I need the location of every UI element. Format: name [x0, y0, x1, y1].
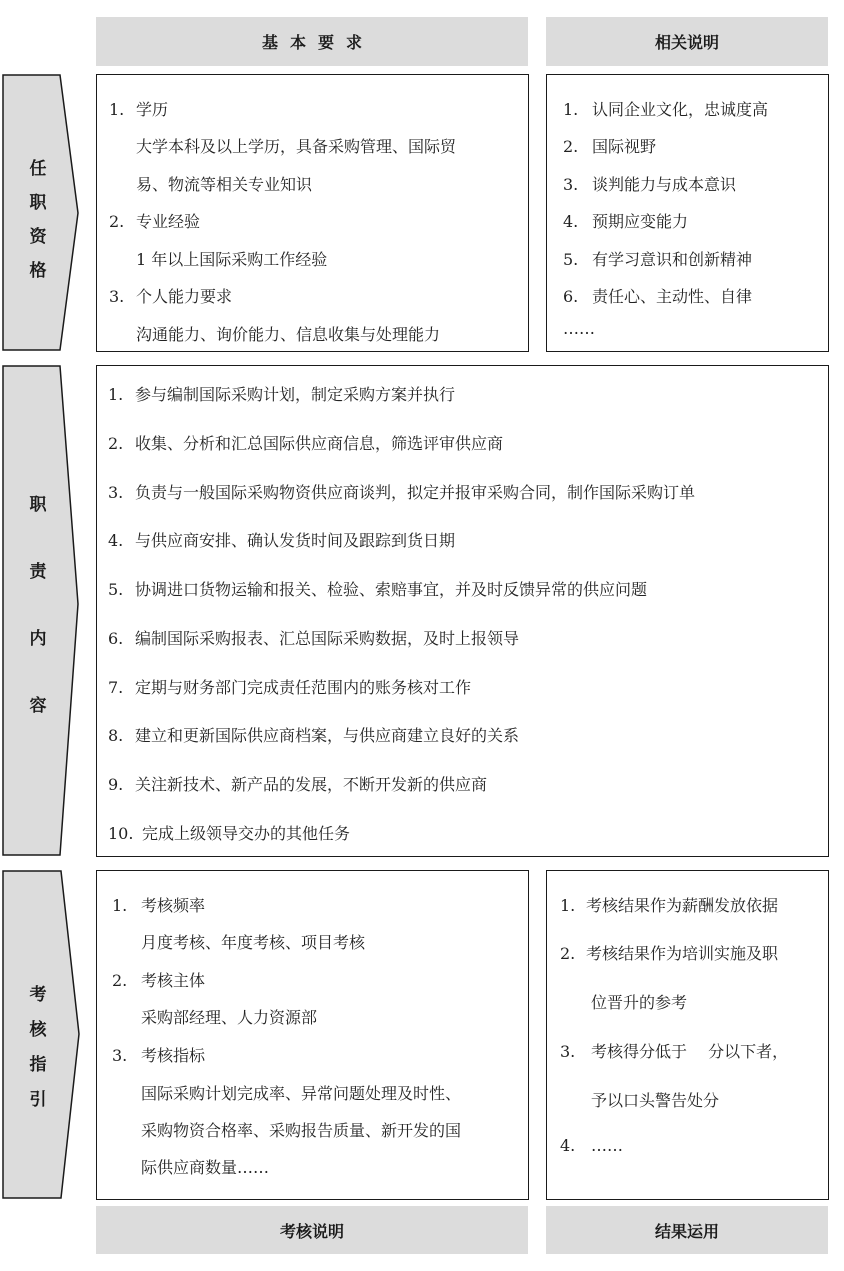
duty-item [108, 431, 503, 454]
label-char: 职 [29, 193, 47, 213]
item-detail: 沟通能力、询价能力、信息收集与处理能力 [136, 325, 441, 344]
item-text: …… [563, 319, 595, 338]
label-char: 资 [29, 227, 47, 247]
item-number: 4. [560, 1136, 576, 1155]
note-item [563, 319, 595, 338]
duty-item [108, 480, 695, 503]
item-title: 学历 [136, 100, 169, 119]
item-number: 1. [108, 385, 124, 404]
assessment-item [112, 893, 205, 916]
label-char: 任 [29, 159, 47, 179]
item-text: 予以口头警告处分 [591, 1091, 720, 1110]
item-number: 2. [109, 212, 125, 231]
item-number: 3. [109, 287, 125, 306]
item-number: 7. [108, 678, 124, 697]
item-detail: 易、物流等相关专业知识 [136, 175, 313, 194]
item-number: 8. [108, 726, 124, 745]
item-number: 9. [108, 775, 124, 794]
item-number: 4. [563, 212, 579, 231]
label-char: 引 [29, 1090, 47, 1110]
section-label-assessment [0, 980, 76, 1110]
item-title: 考核主体 [141, 971, 206, 990]
item-text: 与供应商安排、确认发货时间及跟踪到货日期 [135, 531, 456, 550]
duty-item [108, 675, 471, 698]
item-number: 10. [108, 824, 134, 843]
duty-item [108, 626, 519, 649]
item-text: 协调进口货物运输和报关、检验、索赔事宜，并及时反馈异常的供应问题 [135, 580, 648, 599]
item-text: 参与编制国际采购计划，制定采购方案并执行 [135, 385, 456, 404]
header-related-notes: 相关说明 [546, 17, 828, 66]
item-number: 2. [108, 434, 124, 453]
note-item [563, 97, 768, 120]
note-item [563, 134, 656, 157]
item-text: 负责与一般国际采购物资供应商谈判，拟定并报审采购合同，制作国际采购订单 [135, 483, 696, 502]
item-number: 4. [108, 531, 124, 550]
item-text: 关注新技术、新产品的发展，不断开发新的供应商 [135, 775, 488, 794]
result-item [560, 941, 778, 964]
related-notes-box [546, 74, 829, 352]
item-text: 谈判能力与成本意识 [592, 175, 737, 194]
note-item [563, 247, 752, 270]
label-char: 格 [29, 261, 47, 281]
item-number: 3. [560, 1042, 576, 1061]
requirement-item [109, 209, 200, 232]
item-text: 收集、分析和汇总国际供应商信息，筛选评审供应商 [135, 434, 504, 453]
item-detail: 国际采购计划完成率、异常问题处理及时性、 [141, 1084, 462, 1103]
label-char: 内 [29, 629, 47, 649]
note-item [563, 172, 736, 195]
section-arrow-qualifications [0, 74, 82, 352]
item-text: 考核结果作为培训实施及职 [586, 944, 779, 963]
label-char: 职 [29, 495, 47, 515]
item-number: 2. [563, 137, 579, 156]
item-detail: 1 年以上国际采购工作经验 [136, 250, 328, 269]
item-number: 2. [560, 944, 576, 963]
duty-item [108, 577, 647, 600]
results-box [546, 870, 829, 1200]
item-number: 1. [112, 896, 128, 915]
item-title: 考核频率 [141, 896, 206, 915]
label-char: 责 [29, 562, 47, 582]
requirement-item [109, 284, 232, 307]
note-item [563, 209, 688, 232]
item-text: 国际视野 [592, 137, 657, 156]
assessment-item [112, 1043, 205, 1066]
label-char: 考 [29, 985, 47, 1005]
item-detail: 际供应商数量…… [141, 1158, 270, 1177]
item-detail: 大学本科及以上学历，具备采购管理、国际贸 [136, 137, 457, 156]
label-char: 核 [29, 1020, 47, 1040]
duty-item [108, 382, 455, 405]
duty-item [108, 528, 455, 551]
label-char: 容 [29, 696, 47, 716]
item-number: 6. [108, 629, 124, 648]
item-text: 责任心、主动性、自律 [592, 287, 753, 306]
item-text: 编制国际采购报表、汇总国际采购数据，及时上报领导 [135, 629, 520, 648]
section-arrow-assessment [0, 870, 82, 1200]
section-label-qualifications [0, 154, 76, 281]
item-detail: 采购物资合格率、采购报告质量、新开发的国 [141, 1121, 462, 1140]
item-title: 个人能力要求 [136, 287, 233, 306]
item-number: 5. [563, 250, 579, 269]
section-label-duties [0, 490, 76, 716]
section-arrow-duties [0, 365, 82, 857]
item-text: 位晋升的参考 [591, 993, 688, 1012]
duties-box [96, 365, 829, 857]
item-detail: 采购部经理、人力资源部 [141, 1008, 318, 1027]
item-number: 1. [560, 896, 576, 915]
item-number: 5. [108, 580, 124, 599]
item-title: 专业经验 [136, 212, 201, 231]
item-number: 6. [563, 287, 579, 306]
item-number: 3. [563, 175, 579, 194]
assessment-item [112, 968, 205, 991]
item-number: 1. [109, 100, 125, 119]
item-number: 2. [112, 971, 128, 990]
result-item [560, 1039, 788, 1062]
duty-item [108, 723, 519, 746]
item-text: 定期与财务部门完成责任范围内的账务核对工作 [135, 678, 472, 697]
item-number: 1. [563, 100, 579, 119]
requirement-item [109, 97, 168, 120]
assessment-box [96, 870, 529, 1200]
item-text: 认同企业文化，忠诚度高 [592, 100, 769, 119]
item-title: 考核指标 [141, 1046, 206, 1065]
note-item [563, 284, 752, 307]
item-text: 预期应变能力 [592, 212, 689, 231]
item-text: 完成上级领导交办的其他任务 [142, 824, 351, 843]
item-text: 建立和更新国际供应商档案，与供应商建立良好的关系 [135, 726, 520, 745]
basic-requirements-box [96, 74, 529, 352]
item-detail: 月度考核、年度考核、项目考核 [141, 933, 366, 952]
item-text: 考核得分低于 分以下者， [591, 1042, 789, 1061]
duty-item [108, 821, 350, 844]
result-item [560, 893, 778, 916]
duty-item [108, 772, 487, 795]
item-text: …… [591, 1136, 623, 1155]
item-text: 考核结果作为薪酬发放依据 [586, 896, 779, 915]
item-number: 3. [108, 483, 124, 502]
item-number: 3. [112, 1046, 128, 1065]
item-text: 有学习意识和创新精神 [592, 250, 753, 269]
header-basic-requirements: 基本要求 [96, 17, 528, 66]
footer-result-application: 结果运用 [546, 1206, 828, 1254]
label-char: 指 [29, 1055, 47, 1075]
result-item [560, 1136, 623, 1155]
footer-assessment-notes: 考核说明 [96, 1206, 528, 1254]
